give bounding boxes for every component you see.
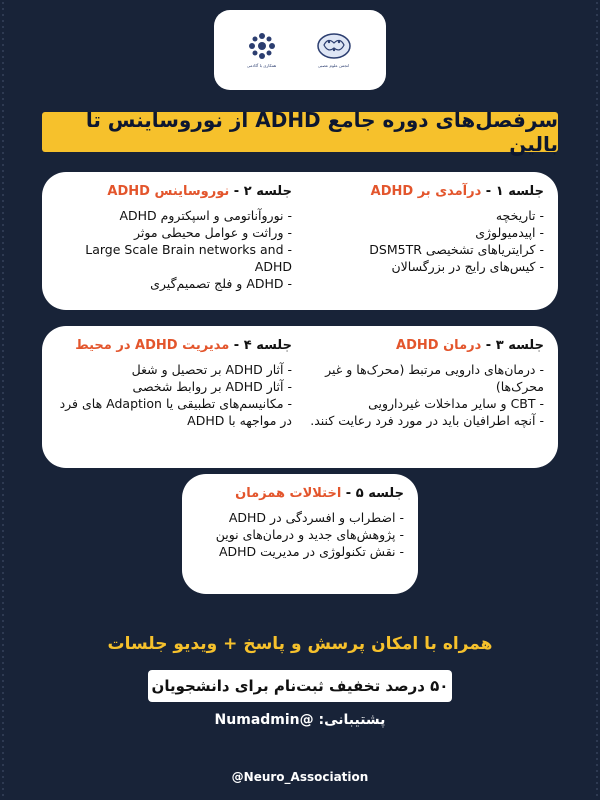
list-item: - ADHD و فلج تصمیم‌گیری — [150, 275, 292, 291]
session-4-heading — [56, 338, 292, 355]
support-contact[interactable]: پشتیبانی: @Numadmin — [214, 712, 386, 728]
academy-logo — [247, 31, 277, 68]
list-item: - کرایتریاهای تشخیصی DSM5TR — [369, 241, 544, 257]
discount-badge: ۵۰ درصد تخفیف ثبت‌نام برای دانشجویان — [148, 670, 452, 702]
session-3-list — [308, 361, 544, 429]
session-4-topic: مدیریت ADHD در محیط — [75, 338, 230, 353]
session-3-topic: درمان ADHD — [396, 338, 482, 353]
session-1-topic: درآمدی بر ADHD — [370, 184, 482, 199]
session-2-topic: نوروساینس ADHD — [107, 184, 230, 199]
page-title: سرفصل‌های دوره جامع ADHD از نوروساینس تا بالین — [42, 112, 558, 152]
cta-text: همراه با امکان پرسش و پاسخ + ویدیو جلسات — [107, 634, 493, 654]
session-2-heading — [56, 184, 292, 201]
session-1-label: جلسه ۱ - — [481, 184, 544, 199]
list-item: - اپیدمیولوژی — [475, 224, 544, 240]
session-5-topic: اختلالات همزمان — [235, 486, 342, 501]
brain-logo-icon — [314, 31, 354, 61]
academy-logo-text: همکاری با آکادمی — [246, 63, 277, 69]
sessions-card-1-2 — [42, 172, 558, 310]
list-item: - Large Scale Brain networks and ADHD — [85, 241, 292, 274]
list-item: - آثار ADHD بر روابط شخصی — [132, 378, 292, 394]
list-item: - اضطراب و افسردگی در ADHD — [228, 509, 404, 525]
list-item: - پژوهش‌های جدید و درمان‌های نوین — [215, 526, 404, 542]
association-logo — [314, 31, 354, 68]
session-1-heading — [308, 184, 544, 201]
session-3 — [308, 338, 544, 429]
list-item: - وراثت و عوامل محیطی موثر — [133, 224, 292, 240]
list-item: - CBT و سایر مداخلات غیردارویی — [368, 395, 544, 411]
list-item: - درمان‌های دارویی مرتبط (محرک‌ها و غیر محرک‌ها) — [325, 361, 544, 394]
left-edge-decoration — [0, 0, 6, 800]
academy-logo-icon — [247, 31, 277, 61]
list-item: - تاریخچه — [495, 207, 544, 223]
session-4-list — [56, 361, 292, 429]
list-item: - مکانیسم‌های تطبیقی یا Adaption های فرد در مواجهه با ADHD — [59, 395, 292, 428]
session-5 — [194, 486, 404, 560]
list-item: - کیس‌های رایج در بزرگسالان — [391, 258, 544, 274]
logo-card — [214, 10, 386, 90]
list-item: - آثار ADHD بر تحصیل و شغل — [131, 361, 292, 377]
association-logo-text: انجمن علوم عصبی — [317, 63, 350, 69]
session-5-heading — [194, 486, 404, 503]
list-item: - نقش تکنولوژی در مدیریت ADHD — [218, 543, 404, 559]
session-2-list — [56, 207, 292, 292]
session-2-label: جلسه ۲ - — [229, 184, 292, 199]
session-4-label: جلسه ۴ - — [229, 338, 292, 353]
sessions-card-5 — [182, 474, 418, 594]
session-5-label: جلسه ۵ - — [341, 486, 404, 501]
session-3-label: جلسه ۳ - — [481, 338, 544, 353]
list-item: - آنچه اطرافیان باید در مورد فرد رعایت کنند. — [310, 412, 544, 428]
session-1 — [308, 184, 544, 275]
session-4 — [56, 338, 292, 429]
session-2 — [56, 184, 292, 292]
session-1-list — [308, 207, 544, 275]
right-edge-decoration — [594, 0, 600, 800]
sessions-card-3-4 — [42, 326, 558, 468]
session-5-list — [194, 509, 404, 560]
footer-handle[interactable]: @Neuro_Association — [231, 770, 369, 784]
list-item: - نوروآناتومی و اسپکتروم ADHD — [119, 207, 292, 223]
session-3-heading — [308, 338, 544, 355]
